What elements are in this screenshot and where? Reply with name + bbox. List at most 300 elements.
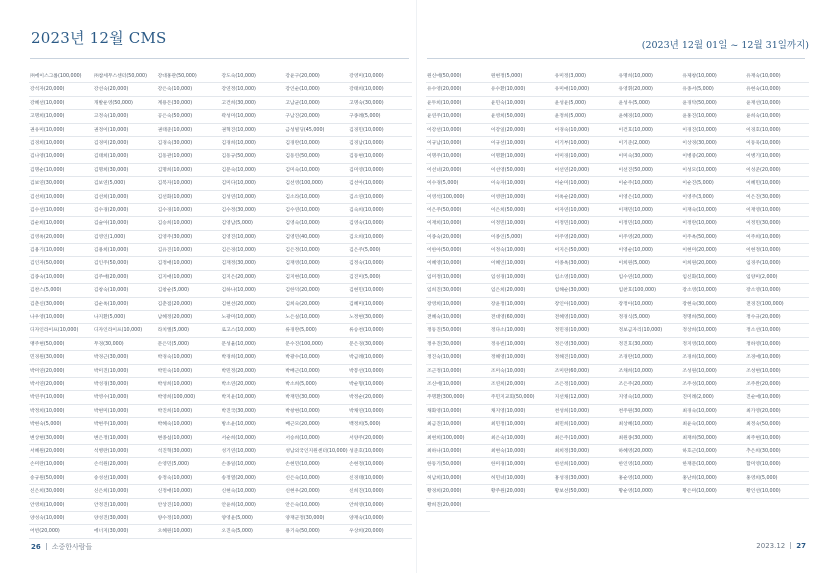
donor-entry: 윤두희(10,000) (426, 97, 490, 110)
donor-entry: 조은정(10,000) (554, 378, 618, 391)
donor-entry: 박미연(20,000) (29, 365, 93, 378)
donor-entry: 정경식(5,000) (617, 311, 681, 324)
title-rule-right (427, 58, 805, 59)
donor-entry: 성기연(10,000) (220, 445, 284, 458)
donor-entry: 한미경(10,000) (490, 458, 554, 471)
donor-entry: 정진숙(10,000) (426, 351, 490, 364)
donor-entry: 강윤구(20,000) (284, 70, 348, 83)
donor-entry: 권정이(10,000) (93, 124, 157, 137)
donor-entry: 나우영(10,000) (29, 311, 93, 324)
donor-entry: 김명희(30,000) (93, 164, 157, 177)
donor-entry: 고건희(30,000) (220, 97, 284, 110)
donor-entry: 송정열(20,000) (220, 472, 284, 485)
donor-entry: 김경희(10,000) (220, 137, 284, 150)
donor-entry: 이영석(100,000) (426, 191, 490, 204)
donor-entry: 김선화(10,000) (157, 191, 221, 204)
donor-entry: 이건호(10,000) (617, 124, 681, 137)
donor-entry: 윤연주(10,000) (426, 110, 490, 123)
donor-entry: 이옥순(20,000) (554, 191, 618, 204)
donor-entry: 김정숙(10,000) (348, 257, 412, 270)
donor-entry: 김영인(1,000) (93, 231, 157, 244)
donor-entry: 이경진(10,000) (681, 124, 745, 137)
donor-entry: 김오희(10,000) (348, 231, 412, 244)
donor-entry: 이은주(50,000) (426, 204, 490, 217)
donor-entry: 이정민(30,000) (745, 217, 809, 230)
donor-entry: 박광수(10,000) (284, 351, 348, 364)
donor-entry: 이기준(2,000) (617, 137, 681, 150)
donor-entry: 김문숙(10,000) (220, 164, 284, 177)
donor-entry: 임해순(30,000) (554, 284, 618, 297)
donor-entry: 김명순(10,000) (29, 164, 93, 177)
donor-entry: 오진숙(5,000) (220, 525, 284, 538)
donor-entry: 이종인(5,000) (490, 231, 554, 244)
donor-entry: 김선희(10,000) (93, 191, 157, 204)
donor-entry: 김수경(10,000) (157, 204, 221, 217)
donor-entry: 맹주현(50,000) (29, 338, 93, 351)
donor-entry: 손현정(10,000) (348, 458, 412, 471)
donor-entry: 구남진(20,000) (284, 110, 348, 123)
donor-grid-right (426, 70, 809, 512)
donor-entry: 한인영(10,000) (617, 458, 681, 471)
donor-entry: 김은주(5,000) (348, 244, 412, 257)
donor-entry: 이은희(50,000) (490, 204, 554, 217)
donor-entry: 박미진(10,000) (93, 365, 157, 378)
donor-entry: 원신애(50,000) (426, 70, 490, 83)
donor-entry: 김현선(20,000) (220, 298, 284, 311)
donor-entry: 박현미(10,000) (93, 405, 157, 418)
donor-entry: 임은희(20,000) (490, 284, 554, 297)
donor-entry: 홍성경(30,000) (554, 472, 618, 485)
donor-entry: 강혜선(10,000) (29, 97, 93, 110)
donor-entry: 김재영(10,000) (284, 257, 348, 270)
donor-entry: 박소연(20,000) (220, 378, 284, 391)
donor-entry: 정하영(10,000) (745, 338, 809, 351)
donor-entry: 손현민(10,000) (284, 458, 348, 471)
donor-entry: 장인아(10,000) (554, 298, 618, 311)
donor-entry: 박영희(100,000) (157, 391, 221, 404)
donor-entry: 박재민(30,000) (284, 391, 348, 404)
donor-entry: 황인선(10,000) (745, 485, 809, 498)
donor-entry: 양수정(10,000) (157, 512, 221, 525)
donor-entry: 김경란(10,000) (284, 137, 348, 150)
donor-entry: 이혜민(10,000) (745, 177, 809, 190)
donor-entry: 서양주(20,000) (348, 432, 412, 445)
donor-entry: 김영진(10,000) (220, 231, 284, 244)
donor-entry: 최가영(20,000) (745, 405, 809, 418)
donor-entry: 조경란(10,000) (617, 351, 681, 364)
donor-entry: 손영민(5,000) (157, 458, 221, 471)
donor-entry: 김희숙(20,000) (284, 298, 348, 311)
donor-entry: 이영주(3,000) (681, 191, 745, 204)
donor-entry: 임찬호(100,000) (617, 284, 681, 297)
donor-entry: 최경숙(10,000) (681, 405, 745, 418)
donor-entry: 김영남(5,000) (220, 217, 284, 230)
donor-entry: 정지영(10,000) (681, 338, 745, 351)
donor-entry: 김재정(30,000) (220, 257, 284, 270)
donor-entry: 양재군정(30,000) (284, 512, 348, 525)
donor-entry: 개발운영(50,000) (93, 97, 157, 110)
donor-entry: 조성현(10,000) (745, 365, 809, 378)
donor-entry: 김순옥(10,000) (93, 298, 157, 311)
donor-entry: 강대홍관(50,000) (157, 70, 221, 83)
donor-entry: 금성빌딩(45,000) (284, 124, 348, 137)
right-page-donor-list (426, 70, 809, 522)
donor-entry: 이명환(10,000) (490, 150, 554, 163)
donor-entry: 한선희(10,000) (554, 458, 618, 471)
donor-entry: 최민희(10,000) (554, 418, 618, 431)
donor-entry: 박배근(10,000) (284, 365, 348, 378)
donor-entry: 김용기(10,000) (29, 244, 93, 257)
donor-entry: 이재민(10,000) (617, 204, 681, 217)
donor-entry: 임수연(10,000) (617, 271, 681, 284)
donor-entry: 박채연(10,000) (348, 405, 412, 418)
donor-entry: 조경희(10,000) (681, 351, 745, 364)
donor-entry: 신은숙(10,000) (284, 472, 348, 485)
donor-entry: 김춘점(20,000) (157, 298, 221, 311)
donor-entry: 박현주(10,000) (93, 418, 157, 431)
donor-entry: 박정순(20,000) (348, 391, 412, 404)
donor-entry: 김찬스(5,000) (29, 284, 93, 297)
donor-entry: 최주현(10,000) (745, 432, 809, 445)
donor-entry: 이은진(30,000) (745, 191, 809, 204)
donor-entry: 이주영(20,000) (617, 231, 681, 244)
donor-entry: 박성경(30,000) (93, 378, 157, 391)
donor-entry: 정은영(30,000) (554, 338, 618, 351)
donor-entry: 안영희(10,000) (29, 499, 93, 512)
donor-entry: 김춘신(30,000) (29, 298, 93, 311)
donor-entry: 문성율(10,000) (220, 338, 284, 351)
donor-entry: 석병란(10,000) (93, 445, 157, 458)
donor-entry: 문수진(100,000) (284, 338, 348, 351)
donor-entry: 강연정(10,000) (220, 83, 284, 96)
donor-entry: ㈜에이스그룹(100,000) (29, 70, 93, 83)
donor-entry: 김경남(10,000) (348, 137, 412, 150)
donor-entry: 신경태(10,000) (348, 472, 412, 485)
donor-entry: 김하나(10,000) (220, 284, 284, 297)
donor-entry: 김보연(30,000) (29, 177, 93, 190)
donor-entry: 박영수(10,000) (93, 391, 157, 404)
donor-entry: 최은주(10,000) (554, 432, 618, 445)
donor-entry: 신은희(10,000) (93, 485, 157, 498)
donor-entry: 고명희(10,000) (29, 110, 93, 123)
donor-entry: 이병기(10,000) (745, 150, 809, 163)
donor-entry: 김정애(10,000) (157, 257, 221, 270)
donor-entry: 김영주(30,000) (157, 231, 221, 244)
donor-entry: 이선연(20,000) (554, 164, 618, 177)
donor-entry: 이희원(5,000) (617, 257, 681, 270)
donor-entry: 송정숙(10,000) (157, 472, 221, 485)
donor-entry: 김창순(5,000) (157, 284, 221, 297)
period-label: (2023년 12월 01일 ~ 12월 31일까지) (641, 40, 809, 51)
donor-entry: 고명숙(30,000) (348, 97, 412, 110)
donor-entry: 홍영희(5,000) (745, 472, 809, 485)
donor-entry: 김지은(20,000) (220, 271, 284, 284)
donor-entry: 박연주(10,000) (29, 391, 93, 404)
donor-grid-left (29, 70, 412, 539)
donor-entry: 용기숙(50,000) (284, 525, 348, 538)
donor-entry: 안윤희(10,000) (220, 499, 284, 512)
donor-entry: 지선채(12,000) (554, 391, 618, 404)
donor-entry: 강태희(10,000) (348, 83, 412, 96)
donor-entry: 이희원(20,000) (681, 257, 745, 270)
donor-entry: 김선영(100,000) (284, 177, 348, 190)
donor-entry: 강인순(10,000) (284, 83, 348, 96)
donor-entry: 이영순(10,000) (617, 244, 681, 257)
donor-entry: 민경원(30,000) (29, 351, 93, 364)
donor-entry: 노은실(10,000) (284, 311, 348, 324)
donor-entry: 김숙희(10,000) (348, 204, 412, 217)
donor-entry: 정우진(30,000) (426, 338, 490, 351)
donor-entry: 황순영(10,000) (617, 485, 681, 498)
donor-entry: 이선영(50,000) (490, 164, 554, 177)
donor-entry: 문은덕(5,000) (157, 338, 221, 351)
donor-entry: 류승천(10,000) (348, 324, 412, 337)
donor-entry: 김인주(50,000) (93, 257, 157, 270)
donor-entry: 최민정(10,000) (490, 418, 554, 431)
donor-entry: 이영란(10,000) (490, 191, 554, 204)
donor-entry: 박혜숙(10,000) (157, 418, 221, 431)
donor-entry: 천주원(30,000) (617, 405, 681, 418)
donor-entry: 김슬아(10,000) (93, 217, 157, 230)
donor-entry: 윤혜경(10,000) (617, 110, 681, 123)
donor-entry: 김경미(20,000) (93, 137, 157, 150)
page-title: 2023년 12월 CMS (31, 29, 167, 47)
donor-entry: 황경희(20,000) (426, 485, 490, 498)
donor-entry: 권태준(10,000) (157, 124, 221, 137)
donor-entry: 윤민숙(10,000) (490, 97, 554, 110)
donor-entry: 김미다(10,000) (220, 177, 284, 190)
donor-entry: 윤희숙(10,000) (745, 110, 809, 123)
donor-entry: 이현정(10,000) (745, 244, 809, 257)
donor-entry: 안희영(10,000) (348, 499, 412, 512)
donor-entry: 양재숙(10,000) (348, 512, 412, 525)
donor-entry: 임미정(10,000) (426, 271, 490, 284)
issue-date: 2023.12 (756, 542, 786, 550)
donor-entry: 진순애(10,000) (745, 391, 809, 404)
donor-entry: 고남균(10,000) (284, 97, 348, 110)
donor-entry: 변은정(10,000) (93, 432, 157, 445)
donor-entry: 김수연(10,000) (284, 204, 348, 217)
donor-entry: 권혁진(10,000) (220, 124, 284, 137)
donor-entry: 배근모(20,000) (284, 418, 348, 431)
donor-entry: 이지은(50,000) (554, 244, 618, 257)
donor-entry: 임희진(30,000) (426, 284, 490, 297)
donor-entry: 강은숙(10,000) (157, 83, 221, 96)
donor-entry: 이혜인(10,000) (490, 257, 554, 270)
donor-entry: 박진국(30,000) (220, 405, 284, 418)
donor-entry: 박현숙(5,000) (29, 418, 93, 431)
donor-entry: 유현숙(10,000) (745, 83, 809, 96)
donor-entry: 유미정(3,000) (554, 70, 618, 83)
donor-entry: 조은주(20,000) (617, 378, 681, 391)
donor-entry: 김나영(10,000) (29, 150, 93, 163)
donor-entry: 이정숙(10,000) (490, 244, 554, 257)
donor-entry: 윤성우(5,000) (617, 97, 681, 110)
footer-left (31, 542, 92, 552)
donor-entry: 신현숙(10,000) (220, 485, 284, 498)
donor-entry: 장정아(10,000) (617, 298, 681, 311)
donor-entry: 조주성(10,000) (681, 378, 745, 391)
donor-entry: 권유미(10,000) (29, 124, 93, 137)
donor-entry: 이상경(30,000) (681, 137, 745, 150)
donor-entry: 손종일(10,000) (220, 458, 284, 471)
left-page-donor-list (29, 70, 412, 535)
donor-entry: 전혜숙(10,000) (426, 311, 490, 324)
donor-entry: 진미례(2,000) (681, 391, 745, 404)
donor-entry: 윤경탁(50,000) (681, 97, 745, 110)
donor-entry: 조경애(10,000) (745, 351, 809, 364)
donor-entry: 전혜영(10,000) (554, 311, 618, 324)
donor-entry: 김은경(10,000) (220, 244, 284, 257)
donor-entry: 이정민(10,000) (617, 217, 681, 230)
donor-entry: 김주애(20,000) (93, 271, 157, 284)
donor-entry: 이종옥(30,000) (554, 257, 618, 270)
donor-entry: 이미숙(30,000) (617, 150, 681, 163)
donor-entry: 이명주(10,000) (426, 150, 490, 163)
donor-entry: 유종서(5,000) (681, 83, 745, 96)
donor-entry: 유수영(20,000) (426, 83, 490, 96)
donor-entry: 하혜영(20,000) (617, 445, 681, 458)
donor-entry: 이현미(20,000) (681, 244, 745, 257)
donor-entry: 강석자(20,000) (29, 83, 93, 96)
donor-entry: 황주원(20,000) (490, 485, 554, 498)
donor-entry: 박경숙(10,000) (157, 351, 221, 364)
donor-entry: 김영옥(20,000) (29, 231, 93, 244)
donor-entry: 김진미(5,000) (348, 271, 412, 284)
donor-entry: 라치엘(5,000) (157, 324, 221, 337)
donor-entry: 서혜원(20,000) (29, 445, 93, 458)
donor-entry: 신은희(30,000) (29, 485, 93, 498)
donor-entry: 김동규(50,000) (220, 150, 284, 163)
donor-entry: 디자인라이프(10,000) (93, 324, 157, 337)
donor-entry: 윤홍진(10,000) (681, 110, 745, 123)
donor-entry: 장윤정(10,000) (490, 298, 554, 311)
donor-entry: 정수규(20,000) (745, 311, 809, 324)
donor-entry: 장영희(10,000) (426, 298, 490, 311)
donor-entry: 박지윤(10,000) (220, 391, 284, 404)
donor-entry: 변종섭(10,000) (157, 432, 221, 445)
donor-entry: 정소선(10,000) (745, 324, 809, 337)
donor-entry: 정동진(50,000) (426, 324, 490, 337)
donor-entry: 최현숙(10,000) (490, 445, 554, 458)
donor-entry: 정다소(10,000) (490, 324, 554, 337)
donor-entry: 원현정(5,000) (490, 70, 554, 83)
footer-right (756, 542, 806, 550)
footer-divider (790, 542, 791, 549)
donor-entry: 한재문(10,000) (681, 458, 745, 471)
donor-entry: 박서연(20,000) (29, 378, 93, 391)
donor-entry: 박진희(10,000) (157, 405, 221, 418)
donor-entry: 강선숙(20,000) (93, 83, 157, 96)
donor-entry: 이재희(10,000) (426, 217, 490, 230)
donor-entry: 김혜미(10,000) (348, 298, 412, 311)
donor-entry: 김한덕(20,000) (284, 284, 348, 297)
donor-entry: 구종례(5,000) (348, 110, 412, 123)
donor-entry: 손석원(20,000) (93, 458, 157, 471)
donor-entry: 이성준(20,000) (745, 164, 809, 177)
donor-entry: 김용희(10,000) (93, 244, 157, 257)
donor-entry: 이자연(10,000) (554, 204, 618, 217)
donor-entry: 김영숙(10,000) (348, 217, 412, 230)
donor-entry: 에너지(30,000) (93, 525, 157, 538)
donor-entry: 김미숙(10,000) (284, 164, 348, 177)
donor-entry: 강도숙(10,000) (220, 70, 284, 83)
donor-entry: 최원종(30,000) (617, 432, 681, 445)
donor-entry: 정진호(30,000) (617, 338, 681, 351)
donor-entry: 김태희(10,000) (93, 150, 157, 163)
donor-entry: 이강일(20,000) (490, 124, 554, 137)
donor-entry: 양영윤(5,000) (220, 512, 284, 525)
donor-entry: 정민경(10,000) (554, 324, 618, 337)
donor-entry: 이한아(50,000) (426, 244, 490, 257)
donor-entry: 황보선(50,000) (554, 485, 618, 498)
donor-entry: 변상현(30,000) (29, 432, 93, 445)
donor-entry: 채화영(10,000) (426, 405, 490, 418)
donor-entry: 박창현(10,000) (284, 405, 348, 418)
donor-entry: 김현민(10,000) (348, 284, 412, 297)
donor-entry: 이규선(10,000) (490, 137, 554, 150)
donor-entry: 이정란(10,000) (681, 217, 745, 230)
donor-entry: 김영숙(10,000) (284, 217, 348, 230)
donor-entry: 이재영(10,000) (745, 204, 809, 217)
donor-entry: 김종숙(10,000) (29, 271, 93, 284)
donor-entry: 신희진(10,000) (348, 485, 412, 498)
donor-entry: 홍난희(10,000) (681, 472, 745, 485)
donor-entry: 김지현(10,000) (284, 271, 348, 284)
donor-entry: 이동욱(10,000) (745, 137, 809, 150)
donor-entry: 최희정(30,000) (554, 445, 618, 458)
donor-entry: 백정희(5,000) (348, 418, 412, 431)
donor-entry: 디자인라이프(10,000) (29, 324, 93, 337)
donor-entry: 안은숙(10,000) (284, 499, 348, 512)
donor-entry: 송규원(50,000) (29, 472, 93, 485)
donor-entry: 이주영(20,000) (554, 231, 618, 244)
donor-entry: 안정진(10,000) (93, 499, 157, 512)
donor-entry: 김창숙(10,000) (93, 284, 157, 297)
donor-entry: 이순주(10,000) (617, 177, 681, 190)
donor-entry: 오혜원(10,000) (157, 525, 221, 538)
donor-entry: 조미숙(10,000) (490, 365, 554, 378)
donor-entry: 윤성윤(5,000) (554, 97, 618, 110)
donor-entry: 김동관(10,000) (157, 150, 221, 163)
donor-entry: 임신화(10,000) (681, 271, 745, 284)
donor-entry: 조근정(10,000) (426, 365, 490, 378)
donor-entry: 어빈(20,000) (29, 525, 93, 538)
donor-entry: 김수경(20,000) (93, 204, 157, 217)
donor-entry: 성준호(10,000) (348, 445, 412, 458)
donor-entry: 김수선(10,000) (29, 204, 93, 217)
donor-entry: 이주옥(50,000) (681, 231, 745, 244)
donor-entry: 김성연(10,000) (220, 191, 284, 204)
donor-entry: 지영숙(10,000) (617, 391, 681, 404)
donor-entry: 강영미(10,000) (348, 70, 412, 83)
donor-entry: 유제창(10,000) (681, 70, 745, 83)
donor-entry: 김경숙(30,000) (157, 137, 221, 150)
donor-entry: 유영휘(20,000) (617, 83, 681, 96)
donor-entry: 장현숙(30,000) (681, 298, 745, 311)
donor-entry: 주명환(300,000) (426, 391, 490, 404)
donor-entry: 최정숙(50,000) (745, 418, 809, 431)
donor-entry: 박민숙(10,000) (157, 365, 221, 378)
donor-entry: 이경호(10,000) (745, 124, 809, 137)
donor-entry: 김소라(10,000) (284, 191, 348, 204)
donor-entry: 김동현(10,000) (348, 150, 412, 163)
donor-entry: 황은미(10,000) (681, 485, 745, 498)
donor-entry: 장소영(10,000) (681, 284, 745, 297)
donor-entry: 김동린(50,000) (284, 150, 348, 163)
donor-entry: 윤영희(50,000) (490, 110, 554, 123)
donor-entry: 정유빈(10,000) (490, 338, 554, 351)
